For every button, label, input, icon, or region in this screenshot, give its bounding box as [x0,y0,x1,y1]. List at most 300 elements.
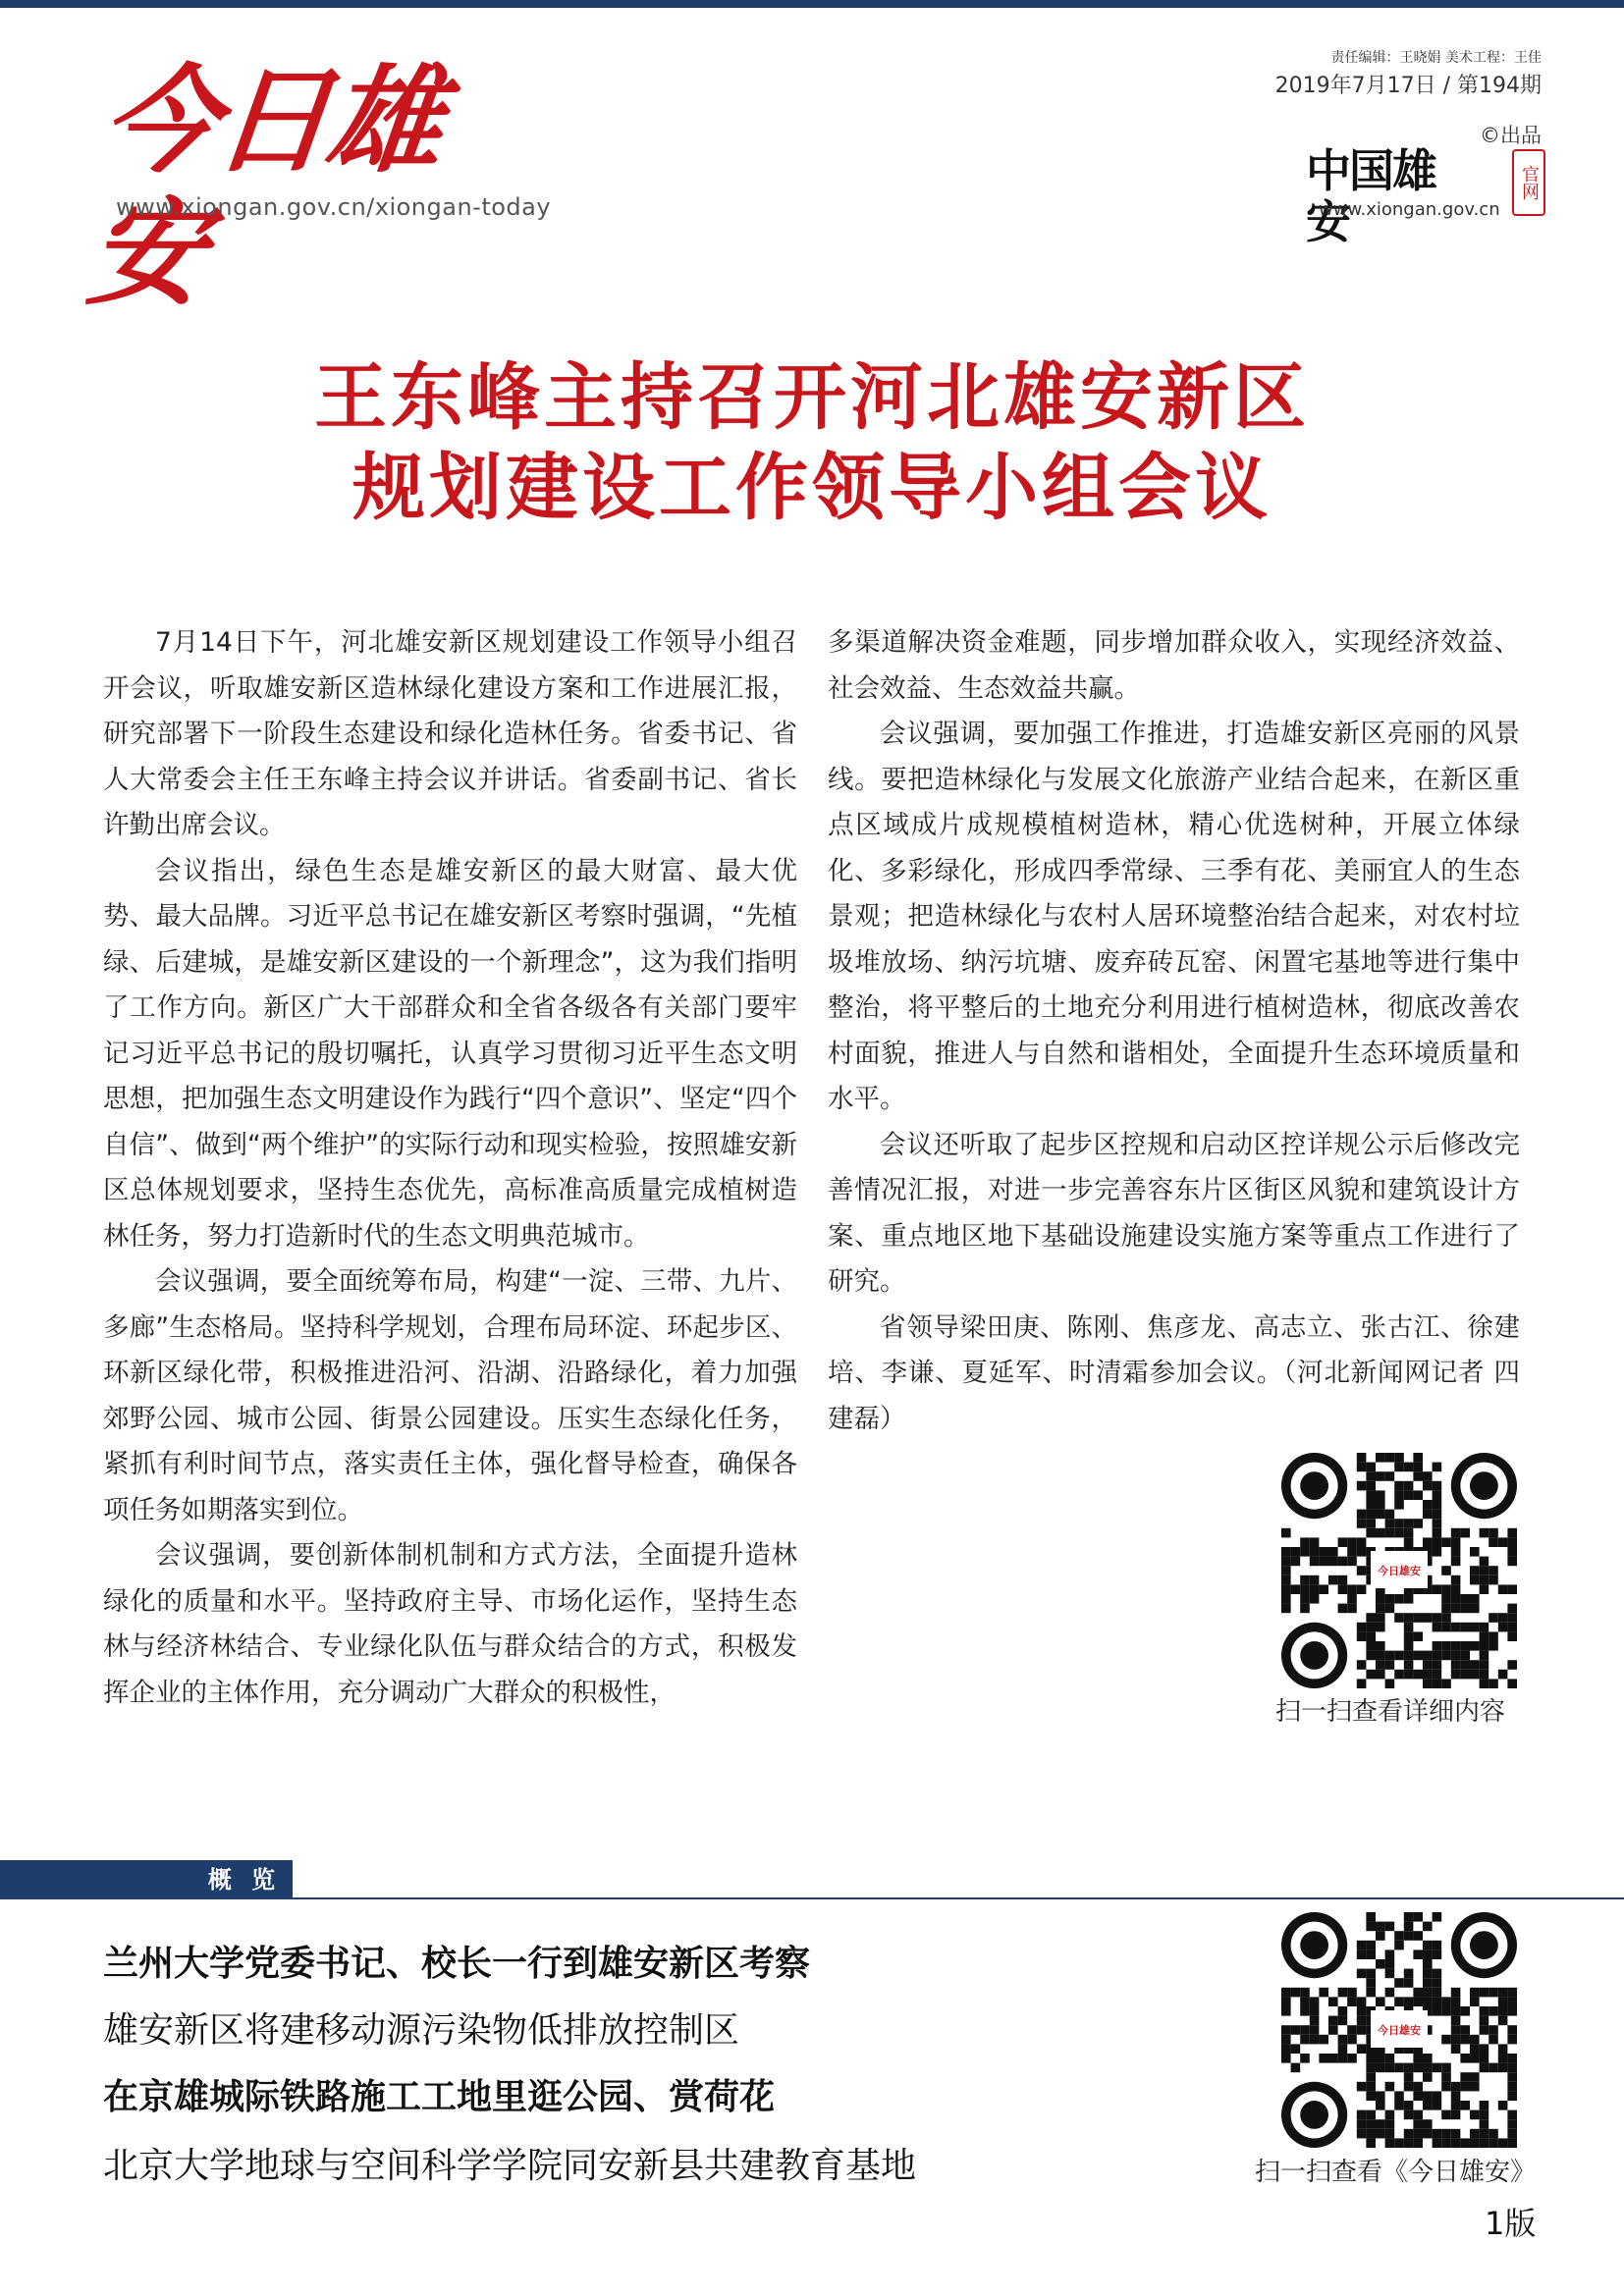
qr-module [1413,2119,1423,2129]
qr-module [1470,2129,1480,2139]
qr-module [1310,2016,1320,2026]
qr-module [1328,1557,1338,1567]
qr-module [1394,1528,1404,1538]
overview-item[interactable]: 北京大学地球与空间科学学院同安新县共建教育基地 [103,2146,917,2186]
qr-module [1366,1613,1376,1623]
qr-module [1433,2101,1442,2110]
qr-module [1489,1613,1498,1623]
qr-module [1300,1604,1310,1614]
qr-module [1376,1490,1385,1500]
qr-module [1291,1584,1301,1594]
qr-module [1480,1584,1489,1594]
qr-module [1328,2025,1338,2035]
brand-logo: 中国雄安 [1306,144,1435,248]
qr-module [1310,1537,1320,1547]
qr-module [1404,2138,1414,2148]
qr-module [1423,1941,1433,1950]
qr-module [1404,1613,1414,1623]
qr-module [1394,1453,1404,1463]
qr-module [1413,1453,1423,1463]
qr-module [1433,1623,1442,1632]
qr-module [1347,1604,1357,1614]
qr-module [1394,1519,1404,1528]
qr-module [1489,1537,1498,1547]
qr-module [1310,2025,1320,2035]
qr-module [1470,1547,1480,1557]
qr-module [1451,1575,1461,1585]
qr-module [1441,2082,1451,2092]
top-color-bar [0,0,1624,8]
qr-module [1433,1510,1442,1520]
qr-module [1366,1631,1376,1641]
qr-module [1423,2063,1433,2073]
qr-module [1413,2082,1423,2092]
qr-module [1413,1613,1423,1623]
qr-module [1441,2063,1451,2073]
qr-module [1376,1931,1385,1941]
qr-module [1404,2063,1414,2073]
qr-module [1451,2091,1461,2101]
qr-module [1507,2082,1517,2092]
qr-module [1385,1510,1395,1520]
qr-module [1357,1623,1367,1632]
qr-module [1470,1670,1480,1680]
qr-module [1423,1969,1433,1979]
qr-module [1507,1660,1517,1670]
qr-module [1507,1613,1517,1623]
qr-module [1460,1641,1470,1651]
qr-module [1451,1537,1461,1547]
qr-module [1480,1679,1489,1688]
qr-module [1423,1959,1433,1969]
qr-module [1441,1623,1451,1632]
qr-module [1433,2138,1442,2148]
qr-module [1460,2054,1470,2063]
qr-module [1404,1537,1414,1547]
qr-module [1338,2054,1348,2063]
qr-module [1385,2138,1395,2148]
qr-module [1404,1490,1414,1500]
qr-module [1357,1510,1367,1520]
qr-module [1433,1641,1442,1651]
brand-seal: 官网 [1512,149,1545,216]
qr-module [1385,1471,1395,1481]
qr-module [1357,2129,1367,2139]
qr-module [1366,1500,1376,1510]
qr-module [1357,1679,1367,1688]
qr-module [1366,2082,1376,2092]
qr-module [1460,1528,1470,1538]
qr-module [1480,2119,1489,2129]
qr-module [1460,1623,1470,1632]
qr-module [1357,2044,1367,2054]
qr-module [1404,1481,1414,1491]
qr-module [1366,1941,1376,1950]
qr-module [1451,1557,1461,1567]
qr-module [1300,1584,1310,1594]
qr-module [1441,1651,1451,1661]
qr-module [1460,2035,1470,2045]
qr-module [1480,2138,1489,2148]
qr-module [1507,1584,1517,1594]
qr-module [1310,1584,1320,1594]
qr-module [1366,2063,1376,2073]
qr-module [1451,2101,1461,2110]
qr-module [1441,1997,1451,2006]
qr-module [1357,2082,1367,2092]
qr-module [1433,1584,1442,1594]
qr-module [1480,1988,1489,1998]
qr-module [1470,1988,1480,1998]
qr-module [1433,2063,1442,2073]
qr-module [1376,1500,1385,1510]
qr-module [1376,1670,1385,1680]
qr-module [1507,2110,1517,2120]
qr-module [1470,2072,1480,2082]
article-paragraph: 会议还听取了起步区控规和启动区控详规公示后修改完善情况汇报，对进一步完善容东片区街区风貌和建筑设计方案、重点地区地下基础设施建设实施方案等重点工作进行了研究。 [828,1129,1520,1297]
qr-module [1451,2016,1461,2026]
qr-module [1489,1679,1498,1688]
qr-module [1470,1575,1480,1585]
qr-module [1498,1537,1508,1547]
qr-module [1423,2119,1433,2129]
qr-finder [1300,1471,1328,1500]
qr-module [1489,2025,1498,2035]
qr-module [1404,1660,1414,1670]
qr-module [1460,1660,1470,1670]
qr-module [1451,1988,1461,1998]
qr-module [1404,1670,1414,1680]
qr-module [1433,1670,1442,1680]
qr-module [1366,2091,1376,2101]
qr-module [1413,1490,1423,1500]
qr-finder [1300,1641,1328,1670]
qr-module [1507,2063,1517,2073]
qr-module [1507,2091,1517,2101]
brand-url[interactable]: www.xiongan.gov.cn [1319,199,1500,220]
qr-module [1404,1623,1414,1632]
qr-module [1441,1604,1451,1614]
article-paragraph: 会议强调，要创新体制机制和方式方法，全面提升造林绿化的质量和水平。坚持政府主导、市场化运作，坚持生态林与经济林结合、专业绿化队伍与群众结合的方式，积极发挥企业的主体作用，充分调动广大群众的积极性， [103,1540,797,1708]
qr-module [1433,1481,1442,1491]
qr-module [1451,1997,1461,2006]
qr-module [1366,1922,1376,1932]
qr-module [1357,2119,1367,2129]
qr-module [1433,1660,1442,1670]
overview-item[interactable]: 雄安新区将建移动源污染物低排放控制区 [103,2010,740,2051]
qr-module [1300,2035,1310,2045]
qr-module [1300,1988,1310,1998]
qr-module [1451,2044,1461,2054]
qr-module [1451,2025,1461,2035]
qr-module [1357,1463,1367,1472]
qr-module [1347,1997,1357,2006]
qr-module [1376,2129,1385,2139]
qr-module [1319,2054,1328,2063]
qr-module [1376,1453,1385,1463]
qr-module [1281,2025,1291,2035]
qr-module [1480,1528,1489,1538]
qr-module [1376,2063,1385,2073]
qr-module [1347,2025,1357,2035]
qr-module [1328,1547,1338,1557]
article-paragraph: 省领导梁田庚、陈刚、焦彦龙、高志立、张古江、徐建培、李谦、夏延军、时清霜参加会议。（河北新闻网记者 四建磊） [828,1311,1520,1434]
qr-module [1366,2119,1376,2129]
qr-module [1357,2016,1367,2026]
qr-module [1366,1490,1376,1500]
qr-module [1338,1557,1348,1567]
qr-module [1394,1670,1404,1680]
qr-module [1385,2063,1395,2073]
qr-finder [1470,1931,1498,1959]
qr-module [1404,1463,1414,1472]
qr-module [1413,2054,1423,2063]
qr-module [1310,2006,1320,2016]
qr-module [1394,1463,1404,1472]
qr-module [1433,2129,1442,2139]
qr-module [1413,1670,1423,1680]
qr-module [1441,2138,1451,2148]
qr-module [1394,1941,1404,1950]
qr-module [1480,2016,1489,2026]
qr-module [1441,2110,1451,2120]
qr-module [1385,1969,1395,1979]
qr-caption-article: 扫一扫查看详细内容 [1275,1697,1506,1727]
qr-module [1385,1988,1395,1998]
qr-module [1404,1631,1414,1641]
qr-module [1413,2110,1423,2120]
qr-module [1300,2054,1310,2063]
qr-module [1498,2006,1508,2016]
qr-module [1507,1679,1517,1688]
qr-module [1366,1912,1376,1922]
qr-module [1423,2054,1433,2063]
qr-module [1451,1528,1461,1538]
qr-module [1489,2035,1498,2045]
qr-module [1328,2054,1338,2063]
qr-module [1310,1594,1320,1604]
qr-module [1498,1670,1508,1680]
overview-item[interactable]: 在京雄城际铁路施工工地里逛公园、赏荷花 [103,2077,776,2117]
qr-module [1433,1679,1442,1688]
qr-module [1480,2044,1489,2054]
qr-module [1507,2119,1517,2129]
qr-module [1441,1641,1451,1651]
qr-module [1498,1613,1508,1623]
masthead-logo: 今日雄安 [81,52,447,321]
qr-module [1460,1594,1470,1604]
qr-module [1489,1988,1498,1998]
qr-module [1423,1471,1433,1481]
qr-module [1498,2063,1508,2073]
qr-module [1404,1912,1414,1922]
qr-module [1413,2063,1423,2073]
qr-module [1291,2044,1301,2054]
qr-module [1338,1537,1348,1547]
masthead-url[interactable]: www.xiongan.gov.cn/xiongan-today [116,193,552,221]
qr-module [1281,2035,1291,2045]
qr-finder [1300,2101,1328,2129]
qr-module [1291,2063,1301,2073]
qr-module [1347,1557,1357,1567]
overview-rule [0,1897,1624,1899]
qr-module [1441,1584,1451,1594]
qr-module [1281,1566,1291,1575]
qr-module [1507,2072,1517,2082]
qr-module [1480,1623,1489,1632]
qr-module [1423,2101,1433,2110]
qr-finder [1300,1931,1328,1959]
qr-module [1300,2006,1310,2016]
qr-module [1357,1519,1367,1528]
qr-module [1385,1604,1395,1614]
qr-module [1498,1988,1508,1998]
qr-module [1489,2063,1498,2073]
qr-module [1394,1500,1404,1510]
qr-module [1376,1660,1385,1670]
qr-module [1480,1566,1489,1575]
qr-module [1366,2072,1376,2082]
qr-module [1480,1651,1489,1661]
qr-module [1394,1594,1404,1604]
qr-module [1413,1471,1423,1481]
qr-module [1281,1575,1291,1585]
qr-module [1423,1500,1433,1510]
article-paragraph: 7月14日下午，河北雄安新区规划建设工作领导小组召开会议，听取雄安新区造林绿化建设方案和工作进展汇报，研究部署下一阶段生态建设和绿化造林任务。省委书记、省人大常委会主任王东峰主持会议并讲话。省委副书记、省长许勤出席会议。 [103,627,797,840]
qr-module [1376,1959,1385,1969]
qr-module [1394,1651,1404,1661]
qr-module [1347,1988,1357,1998]
qr-module [1347,2035,1357,2045]
qr-module [1480,1557,1489,1567]
qr-module [1507,2054,1517,2063]
qr-module [1394,2091,1404,2101]
qr-module [1413,1651,1423,1661]
qr-module [1404,2082,1414,2092]
qr-module [1423,1997,1433,2006]
qr-finder [1470,1471,1498,1500]
qr-module [1404,2129,1414,2139]
qr-module [1300,1537,1310,1547]
qr-module [1451,1651,1461,1661]
qr-code-app[interactable] [1281,1912,1517,2148]
qr-module [1460,2082,1470,2092]
qr-module [1480,1631,1489,1641]
qr-module [1480,1641,1489,1651]
qr-module [1366,1969,1376,1979]
qr-module [1300,1547,1310,1557]
qr-module [1460,2072,1470,2082]
qr-module [1433,1613,1442,1623]
qr-module [1480,2101,1489,2110]
qr-module [1423,1922,1433,1932]
qr-module [1413,1949,1423,1959]
article-paragraph: 会议强调，要全面统筹布局，构建“一淀、三带、九片、多廊”生态格局。坚持科学规划，合理布局环淀、环起步区、环新区绿化带，积极推进沿河、沿湖、沿路绿化，着力加强郊野公园、城市公园、街景公园建设。压实生态绿化任务，紧抓有利时间节点，落实责任主体，强化督导检查，确保各项任务如期落实到位。 [103,1266,797,1525]
qr-module [1507,1547,1517,1557]
qr-module [1281,1547,1291,1557]
qr-module [1300,2025,1310,2035]
qr-module [1366,1641,1376,1651]
qr-module [1376,1604,1385,1614]
qr-module [1376,1922,1385,1932]
qr-module [1404,1997,1414,2006]
qr-module [1347,2054,1357,2063]
qr-module [1441,2035,1451,2045]
qr-caption-app: 扫一扫查看《今日雄安》 [1255,2158,1537,2187]
qr-module [1498,2101,1508,2110]
qr-module [1470,2035,1480,2045]
qr-module [1470,1604,1480,1614]
qr-module [1319,2035,1328,2045]
qr-module [1451,1660,1461,1670]
qr-module [1507,2035,1517,2045]
qr-module [1281,1584,1291,1594]
qr-module [1404,1594,1414,1604]
qr-module [1451,2035,1461,2045]
qr-module [1310,1557,1320,1567]
qr-module [1404,1651,1414,1661]
qr-module [1357,2025,1367,2035]
qr-module [1366,1949,1376,1959]
qr-module [1433,1969,1442,1979]
qr-module [1394,1481,1404,1491]
qr-module [1507,1557,1517,1567]
qr-module [1441,1613,1451,1623]
qr-module [1441,1566,1451,1575]
qr-module [1366,1623,1376,1632]
qr-module [1470,2054,1480,2063]
qr-module [1507,1537,1517,1547]
qr-module [1357,2110,1367,2120]
qr-module [1423,1481,1433,1491]
qr-module [1357,1481,1367,1491]
qr-module [1451,1670,1461,1680]
qr-center-label: 今日雄安 [1378,2024,1421,2037]
publisher-label: ©出品 [1480,124,1542,147]
qr-module [1433,1490,1442,1500]
qr-module [1470,2044,1480,2054]
qr-module [1423,2091,1433,2101]
qr-module [1451,2138,1461,2148]
qr-module [1413,1519,1423,1528]
page-number: 1版 [1485,2205,1537,2242]
qr-module [1394,2063,1404,2073]
qr-module [1413,1988,1423,1998]
qr-module [1357,1453,1367,1463]
qr-code-article[interactable] [1281,1453,1517,1688]
qr-module [1404,1641,1414,1651]
qr-module [1413,1997,1423,2006]
overview-item[interactable]: 兰州大学党委书记、校长一行到雄安新区考察 [103,1944,811,1984]
qr-module [1385,1594,1395,1604]
qr-module [1451,1604,1461,1614]
qr-module [1498,1623,1508,1632]
qr-module [1328,1575,1338,1585]
qr-module [1451,1584,1461,1594]
qr-module [1376,1471,1385,1481]
article-column-left [103,620,797,1716]
qr-module [1385,2129,1395,2139]
qr-module [1291,1547,1301,1557]
qr-module [1291,1988,1301,1998]
qr-module [1470,2110,1480,2120]
qr-module [1480,2129,1489,2139]
qr-module [1460,1670,1470,1680]
qr-module [1413,1931,1423,1941]
qr-module [1423,1978,1433,1988]
article-paragraph-continued: 多渠道解决资金难题，同步增加群众收入，实现经济效益、社会效益、生态效益共赢。 [828,627,1520,704]
article-paragraph: 会议强调，要加强工作推进，打造雄安新区亮丽的风景线。要把造林绿化与发展文化旅游产业结合起来，在新区重点区域成片成规模植树造林，精心优选树种，开展立体绿化、多彩绿化，形成四季常绿、三季有花、美丽宜人的生态景观；把造林绿化与农村人居环境整治结合起来，对农村垃圾堆放场、纳污坑塘、废弃砖瓦窑、闲置宅基地等进行集中整治，将平整后的土地充分利用进行植树造林，彻底改善农村面貌，推进人与自然和谐相处，全面提升生态环境质量和水平。 [828,719,1520,1114]
